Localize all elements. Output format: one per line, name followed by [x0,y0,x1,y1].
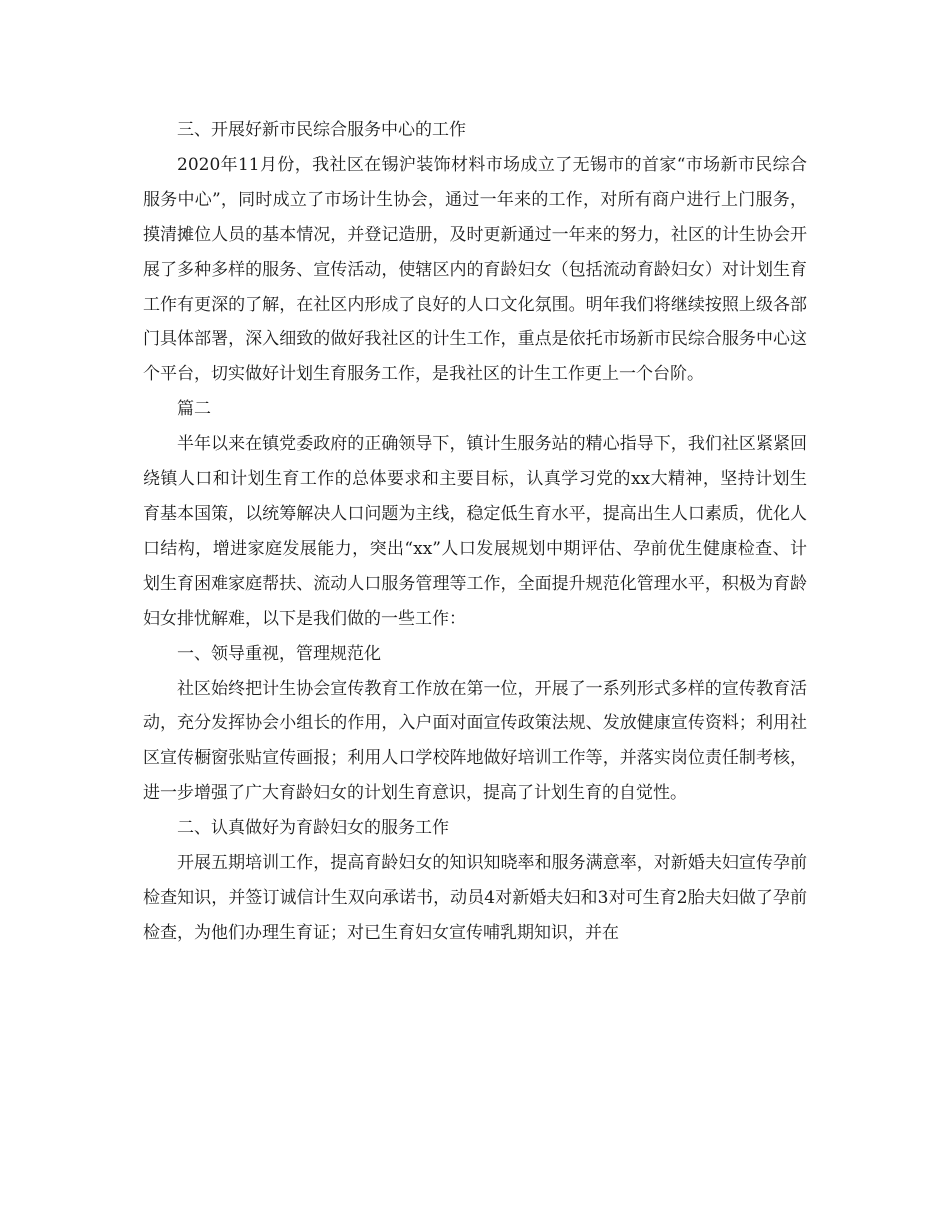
paragraph-service-work: 开展五期培训工作，提高育龄妇女的知识知晓率和服务满意率，对新婚夫妇宣传孕前检查知识，并签订诚信计生双向承诺书，动员4对新婚夫妇和3对可生育2胎夫妇做了孕前检查，为他们办理生育证；对已生育妇女宣传哺乳期知识，并在 [143,853,807,943]
article-heading-part-two: 篇二 [177,399,211,420]
section-heading-leadership: 一、领导重视，管理规范化 [177,643,381,664]
section-heading-service-work: 二、认真做好为育龄妇女的服务工作 [177,818,449,839]
document-body [143,113,807,951]
paragraph-half-year-summary: 半年以来在镇党委政府的正确领导下，镇计生服务站的精心指导下，我们社区紧紧回绕镇人口和计划生育工作的总体要求和主要目标，认真学习党的xx大精神，坚持计划生育基本国策，以统筹解决人口问题为主线，稳定低生育水平，提高出生人口素质，优化人口结构，增进家庭发展能力，突出“xx”人口发展规划中期评估、孕前优生健康检查、计划生育困难家庭帮扶、流动人口服务管理等工作，全面提升规范化管理水平，积极为育龄妇女排忧解难，以下是我们做的一些工作： [143,434,807,629]
paragraph-leadership: 社区始终把计生协会宣传教育工作放在第一位，开展了一系列形式多样的宣传教育活动，充分发挥协会小组长的作用，入户面对面宣传政策法规、发放健康宣传资料；利用社区宣传橱窗张贴宣传画报；利用人口学校阵地做好培训工作等，并落实岗位责任制考核，进一步增强了广大育龄妇女的计划生育意识，提高了计划生育的自觉性。 [143,678,807,804]
section-heading-new-citizen-center: 三、开展好新市民综合服务中心的工作 [177,120,466,140]
paragraph-new-citizen-center: 2020年11月份，我社区在锡沪装饰材料市场成立了无锡市的首家“市场新市民综合服务中心”，同时成立了市场计生协会，通过一年来的工作，对所有商户进行上门服务，摸清摊位人员的基本情况，并登记造册，及时更新通过一年来的努力，社区的计生协会开展了多种多样的服务、宣传活动，使辖区内的育龄妇女（包括流动育龄妇女）对计划生育工作有更深的了解，在社区内形成了良好的人口文化氛围。明年我们将继续按照上级各部门具体部署，深入细致的做好我社区的计生工作，重点是依托市场新市民综合服务中心这个平台，切实做好计划生育服务工作，是我社区的计生工作更上一个台阶。 [143,154,807,385]
